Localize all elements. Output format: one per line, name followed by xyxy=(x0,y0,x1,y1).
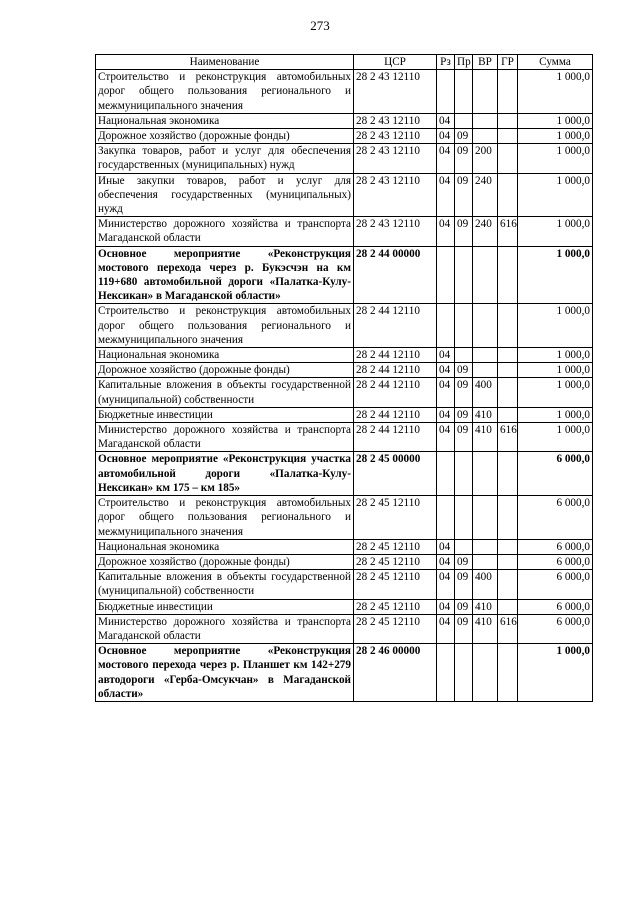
cell-pr: 09 xyxy=(455,217,473,246)
cell-sum: 6 000,0 xyxy=(518,452,593,496)
cell-rz xyxy=(437,496,455,540)
cell-gr xyxy=(498,644,518,702)
cell-sum: 1 000,0 xyxy=(518,144,593,173)
cell-rz xyxy=(437,452,455,496)
cell-pr xyxy=(455,113,473,128)
cell-gr xyxy=(498,129,518,144)
cell-pr: 09 xyxy=(455,378,473,407)
cell-sum: 6 000,0 xyxy=(518,614,593,643)
cell-csr: 28 2 46 00000 xyxy=(354,644,437,702)
cell-csr: 28 2 45 12110 xyxy=(354,614,437,643)
cell-vr: 410 xyxy=(473,614,498,643)
cell-rz: 04 xyxy=(437,129,455,144)
cell-csr: 28 2 43 12110 xyxy=(354,173,437,217)
cell-sum: 1 000,0 xyxy=(518,173,593,217)
header-gr: ГР xyxy=(498,55,518,70)
cell-gr xyxy=(498,378,518,407)
cell-vr xyxy=(473,452,498,496)
cell-gr: 616 xyxy=(498,423,518,452)
table-row xyxy=(96,570,593,599)
header-pr: Пр xyxy=(455,55,473,70)
cell-sum: 1 000,0 xyxy=(518,378,593,407)
table-row xyxy=(96,144,593,173)
cell-vr: 400 xyxy=(473,570,498,599)
table-row xyxy=(96,554,593,569)
cell-pr: 09 xyxy=(455,599,473,614)
cell-csr: 28 2 45 12110 xyxy=(354,539,437,554)
cell-sum: 1 000,0 xyxy=(518,644,593,702)
cell-csr: 28 2 44 12110 xyxy=(354,304,437,348)
cell-name: Строительство и реконструкция автомобильных дорог общего пользования регионального и межмуниципального значения xyxy=(96,304,354,348)
cell-name: Строительство и реконструкция автомобильных дорог общего пользования регионального и межмуниципального значения xyxy=(96,496,354,540)
cell-sum: 1 000,0 xyxy=(518,304,593,348)
cell-vr: 400 xyxy=(473,378,498,407)
header-rz: Рз xyxy=(437,55,455,70)
cell-pr xyxy=(455,246,473,304)
table-row xyxy=(96,113,593,128)
cell-pr: 09 xyxy=(455,144,473,173)
cell-csr: 28 2 43 12110 xyxy=(354,70,437,114)
cell-name: Дорожное хозяйство (дорожные фонды) xyxy=(96,554,354,569)
cell-csr: 28 2 43 12110 xyxy=(354,144,437,173)
cell-pr: 09 xyxy=(455,423,473,452)
cell-pr: 09 xyxy=(455,614,473,643)
cell-name: Национальная экономика xyxy=(96,348,354,363)
cell-rz: 04 xyxy=(437,363,455,378)
cell-csr: 28 2 44 00000 xyxy=(354,246,437,304)
cell-sum: 1 000,0 xyxy=(518,423,593,452)
cell-name: Министерство дорожного хозяйства и транспорта Магаданской области xyxy=(96,217,354,246)
cell-gr xyxy=(498,246,518,304)
cell-csr: 28 2 44 12110 xyxy=(354,407,437,422)
cell-pr xyxy=(455,452,473,496)
cell-vr: 410 xyxy=(473,407,498,422)
cell-vr xyxy=(473,304,498,348)
cell-pr: 09 xyxy=(455,407,473,422)
cell-name: Дорожное хозяйство (дорожные фонды) xyxy=(96,129,354,144)
cell-vr xyxy=(473,246,498,304)
cell-name: Закупка товаров, работ и услуг для обеспечения государственных (муниципальных) нужд xyxy=(96,144,354,173)
cell-vr xyxy=(473,113,498,128)
cell-rz: 04 xyxy=(437,348,455,363)
cell-sum: 1 000,0 xyxy=(518,217,593,246)
table-row xyxy=(96,173,593,217)
cell-vr: 410 xyxy=(473,423,498,452)
cell-name: Бюджетные инвестиции xyxy=(96,599,354,614)
cell-gr xyxy=(498,570,518,599)
cell-rz: 04 xyxy=(437,407,455,422)
table-row xyxy=(96,614,593,643)
cell-gr: 616 xyxy=(498,614,518,643)
cell-pr xyxy=(455,348,473,363)
cell-gr xyxy=(498,144,518,173)
cell-csr: 28 2 44 12110 xyxy=(354,378,437,407)
cell-sum: 1 000,0 xyxy=(518,363,593,378)
cell-name: Иные закупки товаров, работ и услуг для обеспечения государственных (муниципальных) нужд xyxy=(96,173,354,217)
cell-rz xyxy=(437,304,455,348)
budget-table xyxy=(95,54,593,702)
cell-rz: 04 xyxy=(437,144,455,173)
table-row xyxy=(96,304,593,348)
cell-gr xyxy=(498,173,518,217)
cell-sum: 6 000,0 xyxy=(518,554,593,569)
table-body xyxy=(96,70,593,702)
cell-pr: 09 xyxy=(455,173,473,217)
cell-sum: 1 000,0 xyxy=(518,129,593,144)
cell-csr: 28 2 43 12110 xyxy=(354,217,437,246)
cell-vr: 410 xyxy=(473,599,498,614)
table-row xyxy=(96,363,593,378)
cell-csr: 28 2 45 12110 xyxy=(354,599,437,614)
cell-name: Строительство и реконструкция автомобильных дорог общего пользования регионального и межмуниципального значения xyxy=(96,70,354,114)
cell-vr xyxy=(473,496,498,540)
cell-name: Бюджетные инвестиции xyxy=(96,407,354,422)
cell-csr: 28 2 43 12110 xyxy=(354,113,437,128)
header-sum: Сумма xyxy=(518,55,593,70)
cell-pr: 09 xyxy=(455,554,473,569)
cell-pr xyxy=(455,496,473,540)
cell-gr xyxy=(498,113,518,128)
cell-csr: 28 2 43 12110 xyxy=(354,129,437,144)
cell-vr xyxy=(473,129,498,144)
cell-gr xyxy=(498,363,518,378)
cell-vr: 240 xyxy=(473,217,498,246)
cell-vr xyxy=(473,363,498,378)
cell-name: Дорожное хозяйство (дорожные фонды) xyxy=(96,363,354,378)
table-row xyxy=(96,496,593,540)
cell-pr: 09 xyxy=(455,363,473,378)
cell-rz: 04 xyxy=(437,378,455,407)
cell-pr: 09 xyxy=(455,129,473,144)
table-row xyxy=(96,452,593,496)
cell-vr xyxy=(473,644,498,702)
cell-pr xyxy=(455,539,473,554)
header-vr: ВР xyxy=(473,55,498,70)
table-row xyxy=(96,423,593,452)
cell-sum: 1 000,0 xyxy=(518,348,593,363)
table-row xyxy=(96,246,593,304)
table-row xyxy=(96,378,593,407)
cell-rz xyxy=(437,246,455,304)
cell-name: Основное мероприятие «Реконструкция участка автомобильной дороги «Палатка-Кулу-Нексикан» км 175 – км 185» xyxy=(96,452,354,496)
cell-rz xyxy=(437,644,455,702)
cell-csr: 28 2 44 12110 xyxy=(354,363,437,378)
table-row xyxy=(96,407,593,422)
cell-csr: 28 2 45 12110 xyxy=(354,570,437,599)
cell-name: Министерство дорожного хозяйства и транспорта Магаданской области xyxy=(96,614,354,643)
cell-sum: 6 000,0 xyxy=(518,496,593,540)
cell-gr xyxy=(498,407,518,422)
cell-vr xyxy=(473,539,498,554)
table-row xyxy=(96,129,593,144)
cell-gr xyxy=(498,554,518,569)
cell-name: Капитальные вложения в объекты государственной (муниципальной) собственности xyxy=(96,378,354,407)
cell-rz: 04 xyxy=(437,173,455,217)
cell-vr xyxy=(473,554,498,569)
cell-sum: 6 000,0 xyxy=(518,539,593,554)
cell-pr xyxy=(455,644,473,702)
table-row xyxy=(96,217,593,246)
cell-rz xyxy=(437,70,455,114)
table-row xyxy=(96,644,593,702)
cell-rz: 04 xyxy=(437,113,455,128)
page-number: 273 xyxy=(310,18,330,33)
cell-name: Национальная экономика xyxy=(96,539,354,554)
cell-csr: 28 2 44 12110 xyxy=(354,423,437,452)
cell-csr: 28 2 44 12110 xyxy=(354,348,437,363)
cell-rz: 04 xyxy=(437,614,455,643)
cell-vr xyxy=(473,70,498,114)
cell-vr: 200 xyxy=(473,144,498,173)
cell-csr: 28 2 45 12110 xyxy=(354,554,437,569)
cell-sum: 1 000,0 xyxy=(518,113,593,128)
header-name: Наименование xyxy=(96,55,354,70)
cell-gr xyxy=(498,304,518,348)
cell-name: Национальная экономика xyxy=(96,113,354,128)
cell-gr xyxy=(498,599,518,614)
cell-rz: 04 xyxy=(437,539,455,554)
cell-gr xyxy=(498,496,518,540)
cell-gr xyxy=(498,539,518,554)
cell-sum: 6 000,0 xyxy=(518,570,593,599)
table-header-row xyxy=(96,55,593,70)
cell-rz: 04 xyxy=(437,554,455,569)
cell-rz: 04 xyxy=(437,570,455,599)
table-row xyxy=(96,70,593,114)
cell-csr: 28 2 45 00000 xyxy=(354,452,437,496)
cell-rz: 04 xyxy=(437,423,455,452)
cell-pr xyxy=(455,304,473,348)
cell-pr xyxy=(455,70,473,114)
cell-rz: 04 xyxy=(437,599,455,614)
cell-sum: 1 000,0 xyxy=(518,407,593,422)
table-row xyxy=(96,348,593,363)
cell-gr: 616 xyxy=(498,217,518,246)
cell-name: Капитальные вложения в объекты государственной (муниципальной) собственности xyxy=(96,570,354,599)
cell-gr xyxy=(498,70,518,114)
table-row xyxy=(96,599,593,614)
cell-sum: 6 000,0 xyxy=(518,599,593,614)
cell-name: Основное мероприятие «Реконструкция мостового перехода через р. Букэсчэн на км 119+680 автомобильной дороги «Палатка-Кулу-Нексикан» в Магаданской области» xyxy=(96,246,354,304)
cell-csr: 28 2 45 12110 xyxy=(354,496,437,540)
cell-name: Министерство дорожного хозяйства и транспорта Магаданской области xyxy=(96,423,354,452)
cell-rz: 04 xyxy=(437,217,455,246)
cell-sum: 1 000,0 xyxy=(518,70,593,114)
cell-vr xyxy=(473,348,498,363)
cell-name: Основное мероприятие «Реконструкция мостового перехода через р. Планшет км 142+279 автодороги «Герба-Омсукчан» в Магаданской области» xyxy=(96,644,354,702)
cell-sum: 1 000,0 xyxy=(518,246,593,304)
table-row xyxy=(96,539,593,554)
cell-gr xyxy=(498,452,518,496)
cell-vr: 240 xyxy=(473,173,498,217)
cell-pr: 09 xyxy=(455,570,473,599)
header-csr: ЦСР xyxy=(354,55,437,70)
cell-gr xyxy=(498,348,518,363)
